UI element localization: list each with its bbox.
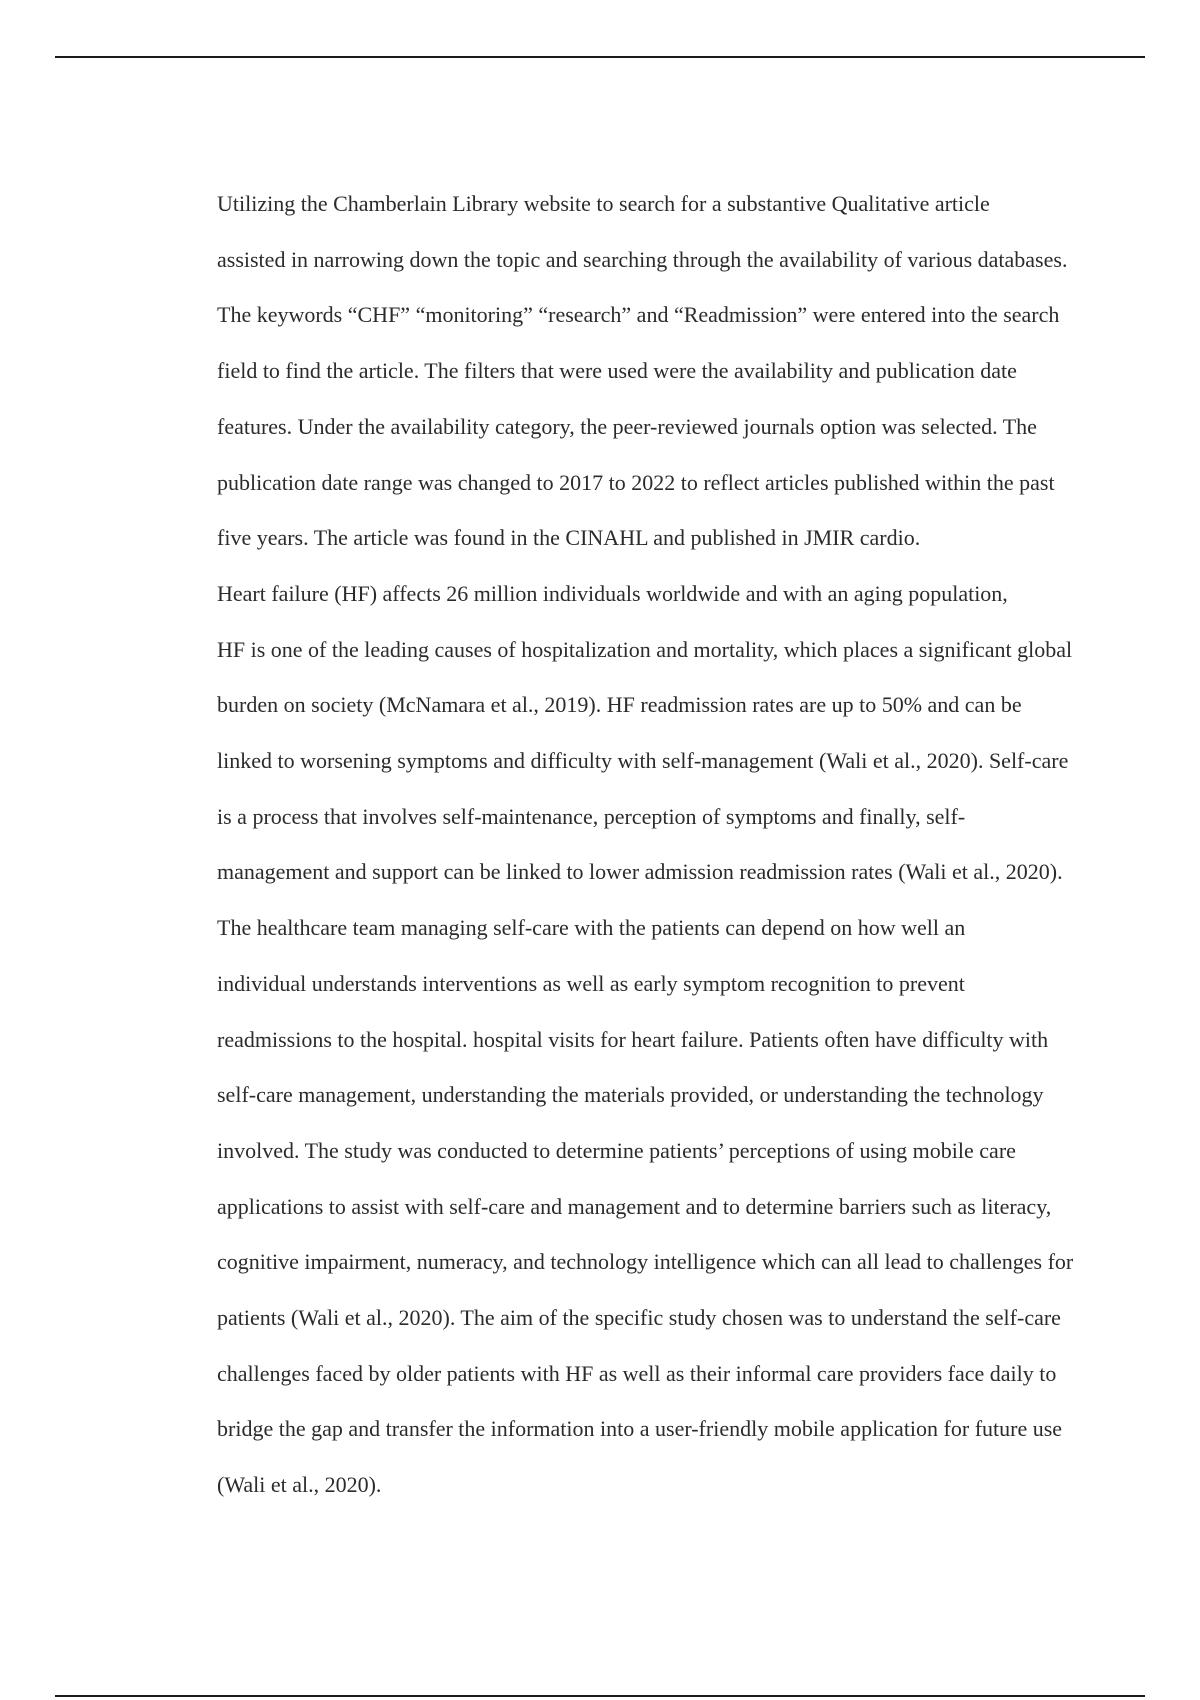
text-line: readmissions to the hospital. hospital visits for heart failure. Patients often have difficulty with — [217, 1026, 1049, 1052]
header-rule — [55, 56, 1145, 58]
text-line: bridge the gap and transfer the information into a user-friendly mobile application for future use — [217, 1416, 1063, 1442]
text-line: burden on society (McNamara et al., 2019). HF readmission rates are up to 50% and can be — [217, 692, 1022, 718]
text-line: five years. The article was found in the CINAHL and published in JMIR cardio. — [217, 525, 921, 551]
text-line: cognitive impairment, numeracy, and technology intelligence which can all lead to challenges for — [217, 1249, 1074, 1275]
text-line: involved. The study was conducted to determine patients’ perceptions of using mobile care — [217, 1137, 1016, 1163]
paragraph-heart-failure — [145, 566, 1090, 900]
text-line: Utilizing the Chamberlain Library website to search for a substantive Qualitative article — [217, 191, 990, 216]
text-line: The keywords “CHF” “monitoring” “research” and “Readmission” were entered into the search — [217, 302, 1060, 328]
text-line: is a process that involves self-maintenance, perception of symptoms and finally, self- — [217, 803, 966, 829]
text-line: HF is one of the leading causes of hospitalization and mortality, which places a significant global — [217, 636, 1073, 662]
text-line: challenges faced by older patients with HF as well as their informal care providers face daily to — [217, 1360, 1057, 1386]
paragraph-search-strategy — [145, 176, 1090, 566]
text-line: self-care management, understanding the materials provided, or understanding the technology — [217, 1082, 1044, 1108]
footer-rule — [55, 1695, 1145, 1697]
text-line: field to find the article. The filters that were used were the availability and publication date — [217, 358, 1017, 384]
paragraph-study-aim — [145, 900, 1090, 1513]
text-line: linked to worsening symptoms and difficulty with self-management (Wali et al., 2020). Self-care — [217, 748, 1069, 774]
document-body — [145, 176, 1090, 1513]
text-line: individual understands interventions as well as early symptom recognition to prevent — [217, 970, 965, 996]
text-line: management and support can be linked to lower admission readmission rates (Wali et al., 2020). — [217, 859, 1063, 885]
text-line: assisted in narrowing down the topic and searching through the availability of various databases. — [217, 246, 1068, 272]
text-line: patients (Wali et al., 2020). The aim of the specific study chosen was to understand the self-care — [217, 1305, 1061, 1331]
text-line: publication date range was changed to 2017 to 2022 to reflect articles published within the past — [217, 469, 1055, 495]
text-line: features. Under the availability category, the peer-reviewed journals option was selected. The — [217, 413, 1037, 439]
text-line: Heart failure (HF) affects 26 million individuals worldwide and with an aging population, — [217, 580, 1008, 606]
text-line: (Wali et al., 2020). — [217, 1472, 382, 1498]
text-line: applications to assist with self-care and management and to determine barriers such as literacy, — [217, 1193, 1052, 1219]
text-line: The healthcare team managing self-care with the patients can depend on how well an — [217, 915, 966, 941]
